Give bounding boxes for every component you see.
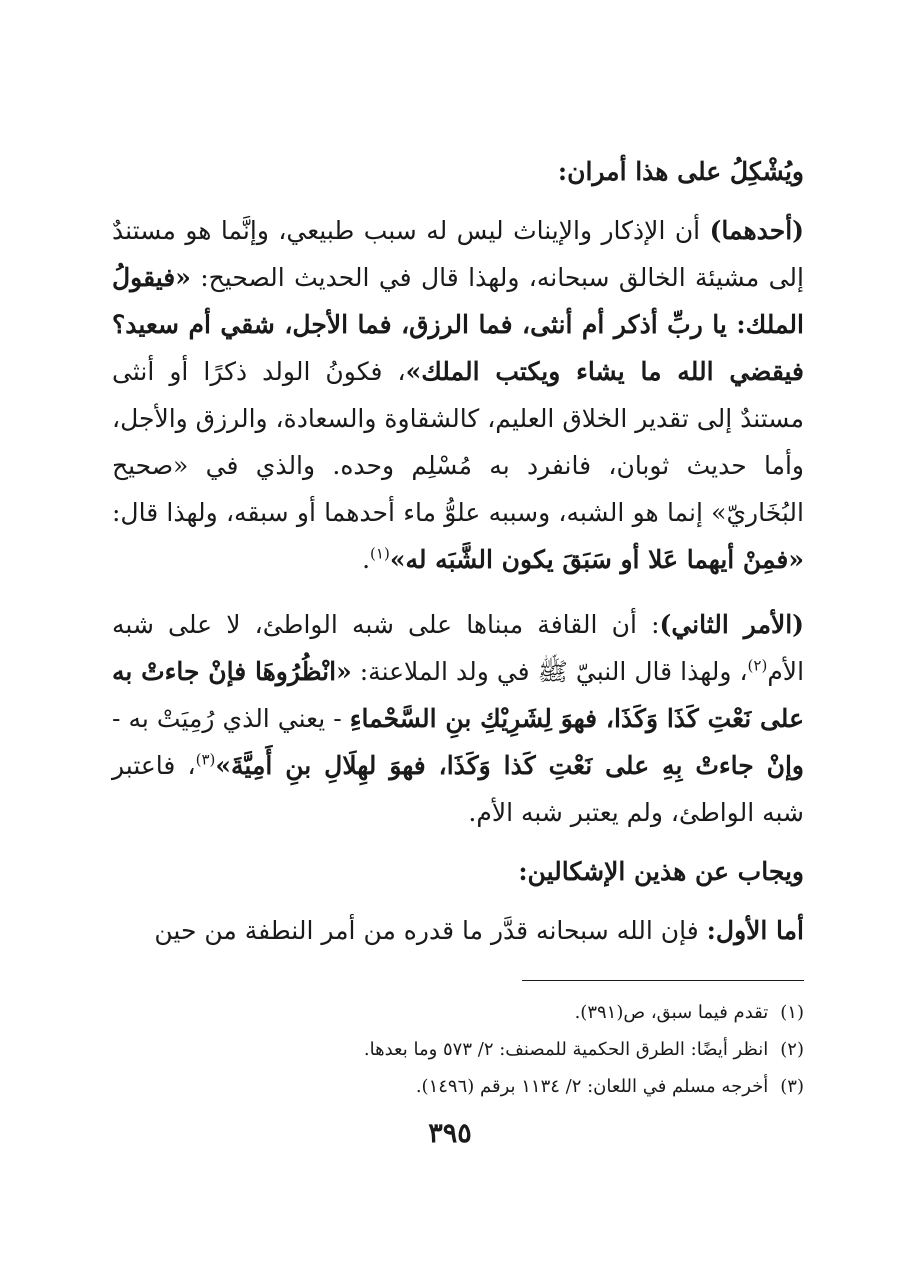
footnote-2 xyxy=(112,1031,804,1068)
first-answer-label: أما الأول: xyxy=(706,916,804,945)
footnote-text: تقدم فيما سبق، ص(٣٩١). xyxy=(574,1002,769,1023)
footnotes xyxy=(112,994,804,1105)
footnote-number: (٢) xyxy=(780,1039,804,1060)
first-issue-text: أن الإذكار والإيناث ليس له سبب طبيعي، وإنَّما هو مستندٌ إلى مشيئة الخالق سبحانه، ولهذا قال في الحديث الصحيح: xyxy=(112,216,804,292)
footnote-1 xyxy=(112,994,804,1031)
answer-heading: ويجاب عن هذين الإشكالين: xyxy=(518,857,804,886)
footnote-divider xyxy=(522,980,804,981)
page-body xyxy=(112,148,804,954)
footnote-3 xyxy=(112,1068,804,1105)
footnote-ref-1[interactable]: (١) xyxy=(370,544,390,563)
hadith-angel-quote: «فيقولُ الملك: يا ربِّ أذكر أم أنثى، فما الرزق، فما الأجل، شقي أم سعيد؟ فيقضي الله ما يشاء ويكتب الملك» xyxy=(112,263,804,386)
first-issue-end: . xyxy=(362,545,371,574)
second-issue-text: : أن القافة مبناها على شبه الواطئ، لا على شبه الأم xyxy=(112,610,805,686)
first-issue-continuation: ، فكونُ الولد ذكرًا أو أنثى مستندٌ إلى تقدير الخلاق العليم، كالشقاوة والسعادة، والرزق والأجل، وأما حديث ثوبان، فانفرد به مُسْلِم وحده. والذي في «صحيح البُخَاريّ» إنما هو الشبه، وسببه علوُّ ماء أحدهما أو سبقه، ولهذا قال: xyxy=(112,357,804,527)
first-answer-text: فإن الله سبحانه قدَّر ما قدره من أمر النطفة من حين xyxy=(154,916,707,945)
paragraph-second-issue xyxy=(112,601,804,836)
second-issue-end: ، فاعتبر شبه الواطئ، ولم يعتبر شبه الأم. xyxy=(112,751,804,827)
paragraph-first-issue xyxy=(112,207,804,583)
second-issue-text-2: ، ولهذا قال النبيّ ﷺ في ولد الملاعنة: xyxy=(351,657,748,686)
footnote-number: (٣) xyxy=(780,1076,804,1097)
footnote-ref-3[interactable]: (٣) xyxy=(195,750,216,769)
second-issue-label: (الأمر الثاني) xyxy=(659,610,804,639)
hadith-resemblance-quote: «فمِنْ أيهما عَلا أو سَبَقَ يكون الشَّبَه له» xyxy=(389,545,804,574)
footnote-ref-2[interactable]: (٢) xyxy=(747,656,768,675)
section-heading: ويُشْكِلُ على هذا أمران: xyxy=(557,157,804,186)
page-number: ٣٩٥ xyxy=(428,1118,472,1149)
footnote-text: أخرجه مسلم في اللعان: ٢/ ١١٣٤ برقم (١٤٩٦). xyxy=(415,1076,769,1097)
paragraph-first-answer xyxy=(112,907,804,954)
footnote-text: انظر أيضًا: الطرق الحكمية للمصنف: ٢/ ٥٧٣ وما بعدها. xyxy=(363,1039,769,1060)
second-issue-aside: - يعني الذي رُمِيَتْ به - xyxy=(112,704,350,733)
footnote-number: (١) xyxy=(780,1002,804,1023)
first-issue-label: (أحدهما) xyxy=(709,216,804,245)
hadith-mulaana-quote-2: وإنْ جاءتْ بِهِ على نَعْتِ كَذا وَكَذَا، فهوَ لهِلَالِ بنِ أَمِيَّةَ» xyxy=(215,751,805,780)
hadith-mulaana-quote-1: «انْظُرُوهَا فإنْ جاءتْ به على نَعْتِ كَذَا وَكَذَا، فهوَ لِشَرِيْكِ بنِ السَّحْماءِ xyxy=(112,657,804,733)
